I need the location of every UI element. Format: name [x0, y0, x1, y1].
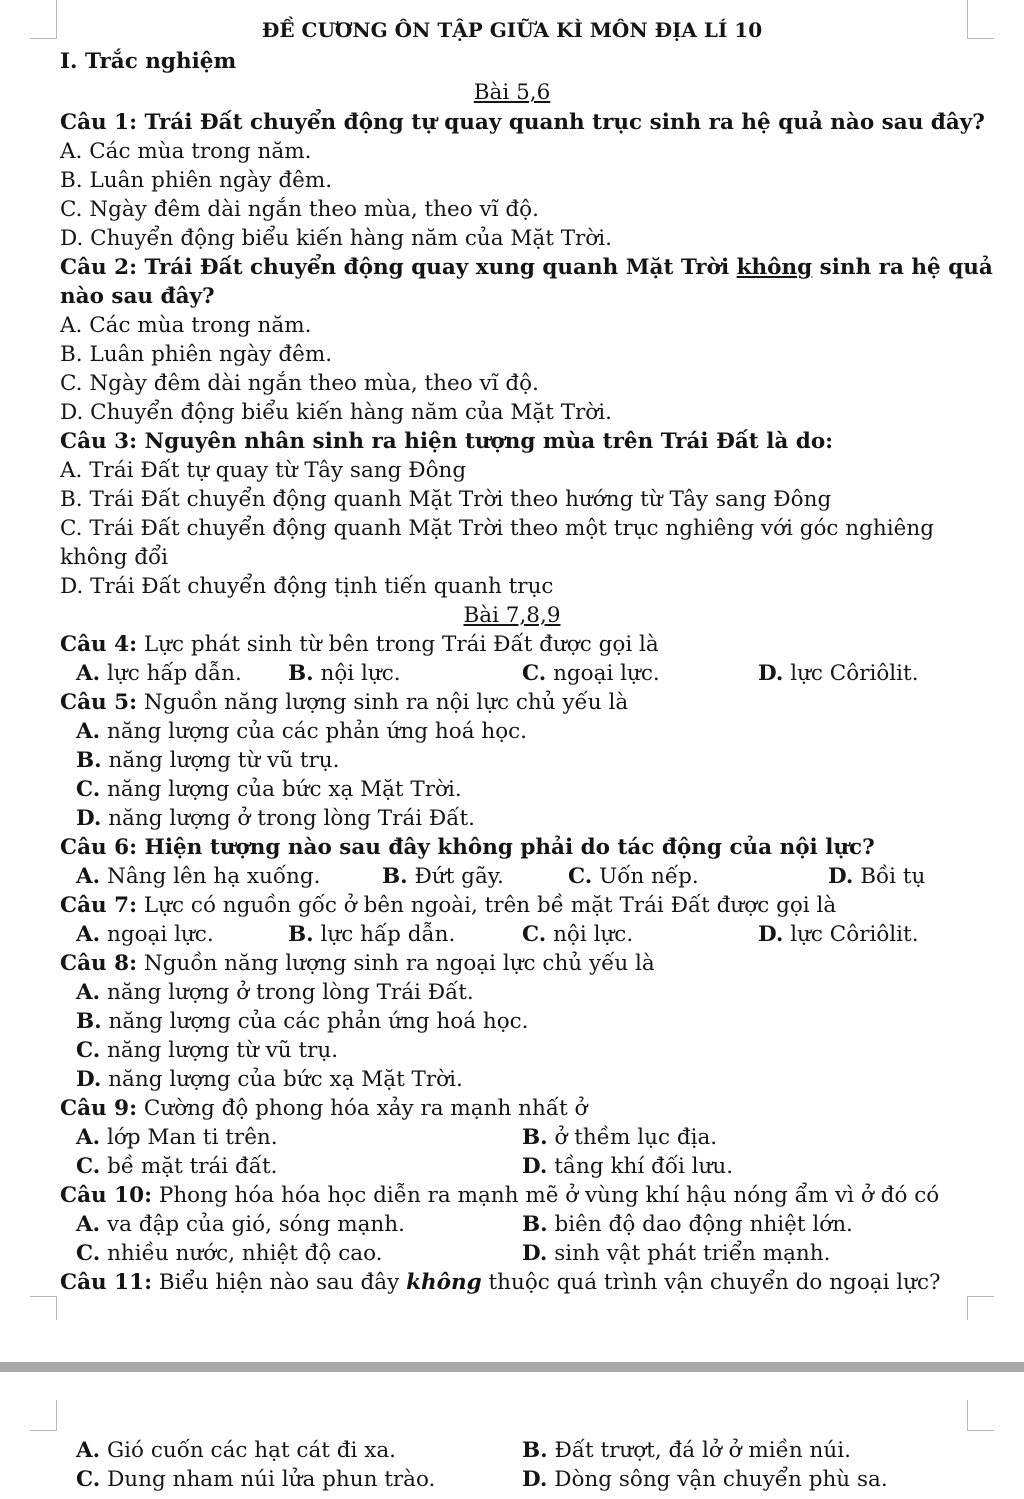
q7-option-c: C. nội lực.	[522, 922, 634, 947]
q9-option-a: A. lớp Man ti trên.	[76, 1125, 278, 1150]
question-label: Câu 8:	[60, 951, 138, 976]
question-label: Câu 9:	[60, 1096, 138, 1121]
q8-option-b: B. năng lượng của các phản ứng hoá học.	[76, 1009, 529, 1034]
q9-option-b: B. ở thềm lục địa.	[522, 1125, 718, 1150]
question-label: Câu 4:	[60, 632, 138, 657]
question-label: Câu 10:	[60, 1183, 153, 1208]
q3-option-c-continued: không đổi	[60, 545, 169, 570]
q1-option-c: C. Ngày đêm dài ngắn theo mùa, theo vĩ độ.	[60, 197, 539, 222]
q4-option-d: D. lực Côriôlit.	[758, 661, 919, 686]
q2-option-d: D. Chuyển động biểu kiến hàng năm của Mặt Trời.	[60, 400, 612, 425]
q6-option-d: D. Bồi tụ	[828, 864, 926, 889]
q10-option-a: A. va đập của gió, sóng mạnh.	[76, 1212, 405, 1237]
q4-option-a: A. lực hấp dẫn.	[76, 661, 242, 686]
q1-option-d: D. Chuyển động biểu kiến hàng năm của Mặt Trời.	[60, 226, 612, 251]
q5-option-d: D. năng lượng ở trong lòng Trái Đất.	[76, 806, 475, 831]
q1-option-b: B. Luân phiên ngày đêm.	[60, 168, 333, 193]
lesson-heading-text: Bài 7,8,9	[463, 603, 561, 628]
question-text: Nguồn năng lượng sinh ra ngoại lực chủ yếu là	[137, 951, 655, 976]
q6-option-a: A. Nâng lên hạ xuống.	[76, 864, 321, 889]
q5-option-c: C. năng lượng của bức xạ Mặt Trời.	[76, 777, 462, 802]
question-label: Câu 6:	[60, 835, 138, 860]
q3-option-c: C. Trái Đất chuyển động quanh Mặt Trời theo một trục nghiêng với góc nghiêng	[60, 516, 934, 541]
q2-option-a: A. Các mùa trong năm.	[60, 313, 312, 338]
q9-option-d: D. tầng khí đối lưu.	[522, 1154, 734, 1179]
question-text: Biểu hiện nào sau đây	[152, 1270, 407, 1295]
q10-option-c: C. nhiều nước, nhiệt độ cao.	[76, 1241, 383, 1266]
page-break-divider	[0, 1362, 1024, 1372]
question-5	[60, 688, 628, 717]
q2-option-c: C. Ngày đêm dài ngắn theo mùa, theo vĩ độ.	[60, 371, 539, 396]
question-11	[60, 1268, 941, 1297]
question-6	[60, 833, 875, 862]
question-4	[60, 630, 659, 659]
document-title: ĐỀ CƯƠNG ÔN TẬP GIỮA KÌ MÔN ĐỊA LÍ 10	[261, 18, 763, 42]
question-1	[60, 108, 985, 137]
question-10	[60, 1181, 939, 1210]
lesson-heading-1	[0, 78, 1024, 107]
q4-option-b: B. nội lực.	[288, 661, 401, 686]
question-text: Cường độ phong hóa xảy ra mạnh nhất ở	[137, 1096, 588, 1121]
section-heading: I. Trắc nghiệm	[60, 49, 237, 74]
q9-option-c: C. bề mặt trái đất.	[76, 1154, 278, 1179]
q6-option-c: C. Uốn nếp.	[568, 864, 699, 889]
q1-option-a: A. Các mùa trong năm.	[60, 139, 312, 164]
question-emphasis: không	[736, 255, 813, 280]
question-8	[60, 949, 655, 978]
q8-option-d: D. năng lượng của bức xạ Mặt Trời.	[76, 1067, 463, 1092]
question-9	[60, 1094, 587, 1123]
question-label: Câu 7:	[60, 893, 138, 918]
question-label: Câu 2:	[60, 255, 138, 280]
lesson-heading-2	[0, 601, 1024, 630]
q10-option-d: D. sinh vật phát triển mạnh.	[522, 1241, 831, 1266]
q5-option-a: A. năng lượng của các phản ứng hoá học.	[76, 719, 528, 744]
question-label: Câu 3:	[60, 429, 138, 454]
q11-option-b: B. Đất trượt, đá lở ở miền núi.	[522, 1438, 851, 1463]
q7-option-a: A. ngoại lực.	[76, 922, 214, 947]
lesson-heading-text: Bài 5,6	[473, 80, 551, 105]
q2-option-b: B. Luân phiên ngày đêm.	[60, 342, 333, 367]
question-label: Câu 5:	[60, 690, 138, 715]
q7-option-d: D. lực Côriôlit.	[758, 922, 919, 947]
q8-option-a: A. năng lượng ở trong lòng Trái Đất.	[76, 980, 474, 1005]
q7-option-b: B. lực hấp dẫn.	[288, 922, 456, 947]
q10-option-b: B. biên độ dao động nhiệt lớn.	[522, 1212, 853, 1237]
question-text: Lực có nguồn gốc ở bên ngoài, trên bề mặt Trái Đất được gọi là	[137, 893, 837, 918]
question-text: Nguyên nhân sinh ra hiện tượng mùa trên Trái Đất là do:	[137, 429, 834, 454]
question-text: Lực phát sinh từ bên trong Trái Đất được gọi là	[137, 632, 659, 657]
q11-option-a: A. Gió cuốn các hạt cát đi xa.	[76, 1438, 397, 1463]
question-emphasis: không	[406, 1270, 482, 1295]
q4-option-c: C. ngoại lực.	[522, 661, 660, 686]
question-3	[60, 427, 833, 456]
question-7	[60, 891, 836, 920]
q8-option-c: C. năng lượng từ vũ trụ.	[76, 1038, 339, 1063]
question-2	[60, 253, 993, 282]
question-text: Hiện tượng nào sau đây không phải do tác động của nội lực?	[137, 835, 875, 860]
q3-option-d: D. Trái Đất chuyển động tịnh tiến quanh trục	[60, 574, 554, 599]
question-text: thuộc quá trình vận chuyển do ngoại lực?	[481, 1270, 941, 1295]
question-text: Trái Đất chuyển động tự quay quanh trục sinh ra hệ quả nào sau đây?	[137, 110, 985, 135]
crop-mark	[967, 1400, 994, 1431]
question-text: sinh ra hệ quả	[812, 255, 993, 280]
q6-option-b: B. Đứt gãy.	[382, 864, 504, 889]
q3-option-b: B. Trái Đất chuyển động quanh Mặt Trời theo hướng từ Tây sang Đông	[60, 487, 832, 512]
q3-option-a: A. Trái Đất tự quay từ Tây sang Đông	[60, 458, 467, 483]
question-text: Phong hóa hóa học diễn ra mạnh mẽ ở vùng khí hậu nóng ẩm vì ở đó có	[152, 1183, 940, 1208]
question-2-continued: nào sau đây?	[60, 284, 215, 309]
q11-option-c: C. Dung nham núi lửa phun trào.	[76, 1467, 436, 1492]
crop-mark	[30, 1400, 57, 1431]
question-text: Nguồn năng lượng sinh ra nội lực chủ yếu là	[137, 690, 629, 715]
q11-option-d: D. Dòng sông vận chuyển phù sa.	[522, 1467, 888, 1492]
question-label: Câu 11:	[60, 1270, 153, 1295]
q5-option-b: B. năng lượng từ vũ trụ.	[76, 748, 340, 773]
question-label: Câu 1:	[60, 110, 138, 135]
question-text: Trái Đất chuyển động quay xung quanh Mặt Trời	[137, 255, 737, 280]
